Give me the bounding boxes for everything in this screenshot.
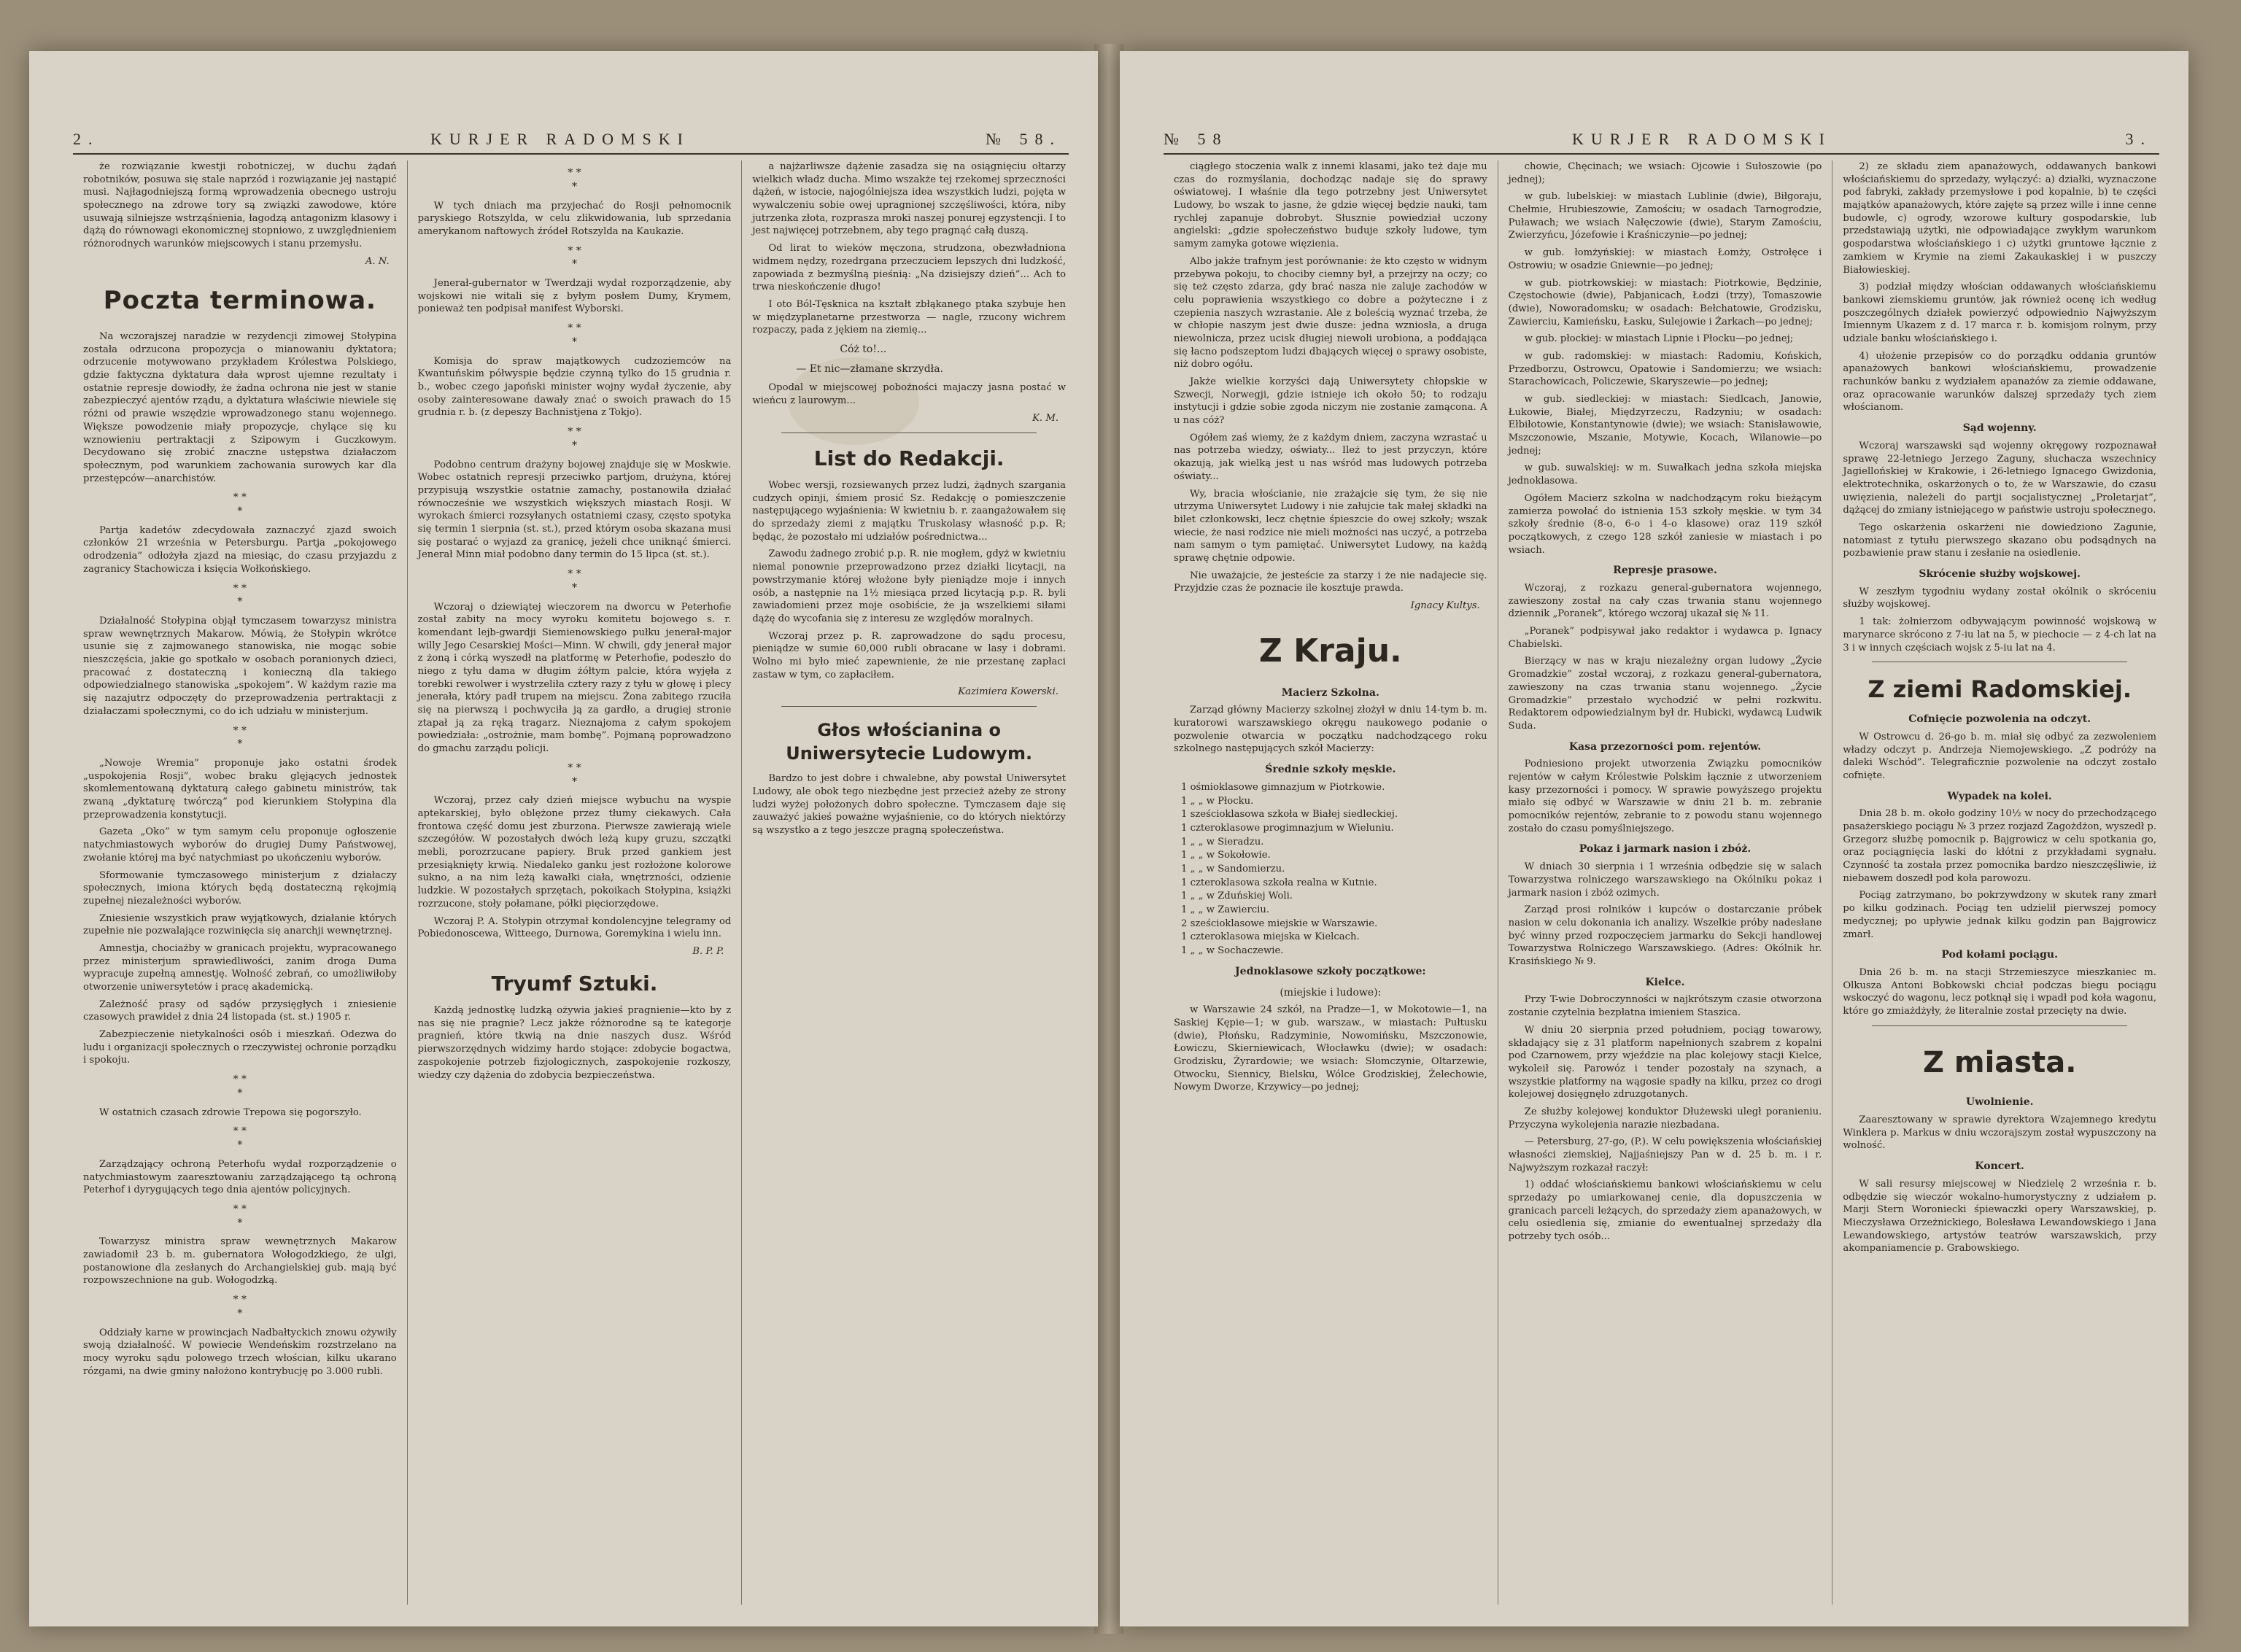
paragraph: Zniesienie wszystkich praw wyjątkowych, działanie których zupełnie nie pozwalające rozwinięcia się anarchji wewnętrznej.	[83, 912, 397, 937]
separator-stars: * * *	[233, 724, 247, 751]
separator-stars: * * *	[568, 244, 581, 271]
running-title: KURJER RADOMSKI	[1572, 130, 1832, 148]
subheading: Cofnięcie pozwolenia na odczyt.	[1908, 713, 2091, 726]
paragraph: „Nowoje Wremia” proponuje jako ostatni środek „uspokojenia Rosji”, wobec braku glęjących jednostek skomlementowaną dyktaturą całego gabinetu ministrów, tak zwaną „dyktaturę twórczą” pod kierunkiem Stołypina dla przeprowadzenia konstytucji.	[83, 758, 397, 821]
poem-line: — Et nic—złamane skrzydła.	[796, 362, 944, 375]
subheading: (miejskie i ludowe):	[1280, 986, 1382, 998]
school-list-item: 1 czteroklasowe progimnazjum w Wieluniu.	[1181, 822, 1394, 834]
headline-ziemi-radomskiej: Z ziemi Radomskiej.	[1868, 675, 2132, 704]
separator-stars: * * *	[568, 167, 581, 193]
paragraph: 3) podział między włościan oddawanych włościańskiemu bankowi ziemskiemu gruntów, jak również ocenę ich według poszczególnych działek powierzyć odpowiednio Najwyższym Imiennym Ukazem z d. 17 marca r. b. komisjom rolnym, przy udziale banku włościańskiego i.	[1843, 282, 2157, 344]
paragraph: W dniu 20 sierpnia przed południem, pociąg towarowy, składający się z 31 platform napełnionych szabrem z kopalni pod Czarnowem, przy wjeździe na plac kolejowy stacji Kielce, wykoleił się. Parowóz i tender pozostały na szynach, a wszystkie platformy na wągosie spadły na kilku, przez co drogi kolejowej dosięgnęło zdruzgotanych.	[1508, 1024, 1822, 1101]
intro-signature: A. N.	[365, 255, 390, 267]
headline-z-miasta: Z miasta.	[1922, 1045, 2077, 1079]
school-list	[1174, 781, 1487, 958]
paragraph: Dnia 26 b. m. na stacji Strzemieszyce mieszkaniec m. Olkusza Antoni Bobkowski chciał podczas biegu pociągu wskoczyć do wagonu, lecz potknął się i wpadł pod koła wagonu, które go zmiażdżyły, że literalnie został przecięty na dwie.	[1843, 966, 2157, 1017]
paragraph: Podobno centrum drażyny bojowej znajduje się w Moskwie. Wobec ostatnich represji przeciwko partjom, drużyna, której przypisują wszystkie ostatnie zamachy, postanowiła działać równocześnie we wszystkich większych miastach Rosji. W wyrokach śmierci rozsyłanych ostatniemi czasy, często spotyka się termin 1 sierpnia (st. st.), przed którym osoba skazana musi się postarać o wyjazd za granicę, jeżeli chce uniknąć śmierci. Jenerał Minn miał podobno dany termin do 15 lipca (st. st.).	[417, 459, 732, 561]
left-col-1	[73, 160, 407, 1605]
school-list-item: 1 „ „ w Płocku.	[1181, 795, 1254, 807]
paragraph: w Warszawie 24 szkół, na Pradze—1, w Mokotowie—1, na Saskiej Kępie—1; w gub. warszaw., w miastach: Pułtusku (dwie), Płońsku, Radzyminie, Nowomińsku, Mszczonowie, Łowiczu, Skierniewicach, Włocławku (dwie); w osadach: Grodzisku, Żyrardowie; we wsiach: Słomczynie, Oltarzewie, Otwocku, Siennicy, Bielsku, Wólce Grodziskiej, Żelechowie, Nowym Dworze, Krzywicy—po jednej;	[1174, 1004, 1487, 1093]
paragraph: Opodal w miejscowej pobożności majaczy jasna postać w wieńcu z laurowym...	[752, 382, 1067, 407]
paragraph: W sali resursy miejscowej w Niedzielę 2 września r. b. odbędzie się wieczór wokalno-humorystyczny z udziałem p. Marji Stern Woroniecki śpiewaczki opery Warszawskiej, p. Mieczysława Orzeżnickiego, Bolesława Lewandowskiego i Jana Lewandowskiego, artystów teatrów warszawskich, przy akompaniamencie p. Grabowskiego.	[1843, 1178, 2157, 1254]
paragraph: Jenerał-gubernator w Twerdzaji wydał rozporządzenie, aby wojskowi nie witali się z byłym posłem Dumy, Krymem, ponieważ ten podpisał manifest Wyborski.	[417, 278, 732, 315]
running-title: KURJER RADOMSKI	[430, 130, 690, 148]
school-list-item: 1 ośmioklasowe gimnazjum w Piotrkowie.	[1181, 781, 1385, 793]
paragraph: w gub. suwalskiej: w m. Suwałkach jedna szkoła miejska jednoklasowa.	[1508, 462, 1822, 487]
paragraph: Zależność prasy od sądów przysięgłych i zniesienie czasowych prawideł z dnia 24 listopada (st. st.) 1905 r.	[83, 998, 397, 1023]
paragraph: w gub. lubelskiej: w miastach Lublinie (dwie), Biłgoraju, Chełmie, Hrubieszowie, Zamościu; w osadach Tarnogrodzie, Puławach; we wsiach Nałęczowie (dwie), Starym Zamościu, Zwierzyńcu, Józefowie i Kraśniczynie—po jednej;	[1508, 191, 1822, 241]
paragraph: 1) oddać włościańskiemu bankowi włościańskiemu w celu sprzedaży po umiarkowanej cenie, dla dopuszczenia w granicach parceli leżących, do sprzedaży ziem apanażowych, w celu osiedlenia się, zmianie do ewentualnej sprzedaży dla potrzeby tych osób...	[1508, 1179, 1822, 1243]
page-gutter	[1094, 44, 1123, 1634]
headline-glos: Głos włościanina o Uniwersytecie Ludowym.	[786, 720, 1033, 764]
school-list-item: 1 „ „ w Zduńskiej Woli.	[1181, 891, 1293, 902]
headline-tryumf: Tryumf Sztuki.	[491, 971, 658, 996]
right-col-1	[1164, 160, 1498, 1605]
subheading: Represje prasowe.	[1613, 565, 1717, 577]
separator-stars: * * *	[233, 492, 247, 518]
paragraph: w gub. radomskiej: w miastach: Radomiu, Końskich, Przedborzu, Ostrowcu, Opatowie i Sandomierzu; we wsiach: Starachowicach, Policzewie, Skaryszewie—po jednej;	[1508, 350, 1822, 388]
paragraph: Bierzący w nas w kraju niezależny organ ludowy „Życie Gromadzkie” został wczoraj, z rozkazu general-gubernatora, zawieszony na czas trwania stanu wojennego. „Życie Gromadzkie” przestało wychodzić w pełni rozkwitu. Redaktorem odpowiedzialnym był dr. Hubicki, wydawcą Ludwik Suda.	[1508, 656, 1822, 732]
right-header	[1164, 124, 2159, 155]
subheading: Średnie szkoły męskie.	[1265, 764, 1396, 776]
left-header	[73, 124, 1069, 155]
paragraph: — Petersburg, 27-go, (P.). W celu powiększenia włościańskiej własności ziemskiej, Najjaśniejszy Pan w d. 25 b. m. i r. Najwyższym rozkazał raczył:	[1508, 1136, 1822, 1174]
school-list-item: 1 „ „ w Sokołowie.	[1181, 850, 1271, 861]
paragraph: Wczoraj, z rozkazu general-gubernatora wojennego, zawieszony został na cały czas trwania stanu wojennego dziennik „Poranek”, którego wczoraj ukazał się № 11.	[1508, 583, 1822, 620]
paragraph: Tego oskarżenia oskarżeni nie dowiedziono Zagunie, natomiast z tytułu pierwszego skazano obu podsądnych na pozbawienie praw stanu i zesłanie na osiedlenie.	[1843, 521, 2157, 559]
divider	[781, 706, 1037, 707]
paragraph: Od lirat to wieków męczona, strudzona, obezwładniona widmem nędzy, rozedrgana przeczuciem lepszych dni ludzkość, zapowiada z bezmyślną pieśnią: „Na dzisiejszy dzień”... Ach to trwa nieskończenie długo!	[752, 243, 1067, 293]
paragraph: W ostatnich czasach zdrowie Trepowa się pogorszyło.	[99, 1106, 362, 1118]
paragraph: Pociąg zatrzymano, bo pokrzywdzony w skutek rany zmarł po kilku godzinach. Pociąg ten udzielił pierwszej pomocy medycznej; po upływie jednak kilku godzin pan Bajgrowicz zmarł.	[1843, 890, 2157, 940]
paragraph: Dnia 28 b. m. około godziny 10½ w nocy do przechodzącego pasażerskiego pociągu № 3 przez rozjazd Zagożdżon, wyszedł p. Grzegorz służbę pomocnik p. Bajgrowicz w celu spotkania go, oraz pociągnięcia laski do kłótni z przykładami sygnału. Czynność ta została przez pomocnika bardzo nieszczęśliwie, iż niebawem doszedł pod koła parowozu.	[1843, 808, 2157, 884]
left-col-2	[407, 160, 742, 1605]
paragraph: ciągłego stoczenia walk z innemi klasami, jako też daje mu czas do rozmyślania, dochodząc nadaje się do sprawy oświatowej. I właśnie dla tego potrzebny jest Uniwersytet Ludowy, bo wszak to jasne, że gdzie więcej będzie nauki, tam rychlej zapanuje dobrobyt. Słusznie powiedział uczony angielski: „gdzie społeczeństwo buduje szkoły ludowe, tym samym zamyka gotowe więzienia.	[1174, 161, 1487, 250]
separator-stars: * * *	[233, 1125, 247, 1152]
separator-stars: * * *	[233, 1203, 247, 1229]
subheading: Skrócenie służby wojskowej.	[1919, 568, 2081, 580]
school-list-item: 1 czteroklasowa szkoła realna w Kutnie.	[1181, 877, 1377, 888]
paragraph: Partja kadetów zdecydowała zaznaczyć zjazd swoich członków 21 września w Petersburgu. Partja „pokojowego odrodzenia” odłożyła zjazd na miesiąc, do czasu przyjazdu z zagranicy Stachowicza i księcia Wołkońskiego.	[83, 524, 397, 575]
school-list-item: 2 sześcioklasowe miejskie w Warszawie.	[1181, 918, 1378, 929]
right-page	[1120, 51, 2188, 1626]
right-columns	[1164, 160, 2167, 1605]
paragraph: Wczoraj o dziewiątej wieczorem na dworcu w Peterhofie został zabity na mocy wyroku komitetu bojowego s. r. komendant lejb-gwardji Siemienowskiego pułku jenerał-major willy Jego Cesarskiej Mości—Minn. W chwili, gdy jenerał major z żoną i córką wyszedł na platformę w Peterhofie, podeszło do niego z tyłu dama w długim żółtym palcie, która wyjęła z torebki rewolwer i wystrzeliła cztery razy z tyłu w głowę i plecy jenerała, który padł trupem na miejscu. Żona zabitego rzuciła się na pierwszą i pochwyciła ją za gardło, a drugiej stronie ztapał ją za ręką tragarz. Nieznajoma z całym spokojem powiedziała: „ostrożnie, mam bombę”. Pojmaną poprowadzono do gmachu zarządu policji.	[417, 601, 732, 755]
paragraph: „Poranek” podpisywał jako redaktor i wydawca p. Ignacy Chabielski.	[1508, 626, 1822, 650]
paragraph: W Ostrowcu d. 26-go b. m. miał się odbyć za zezwoleniem władzy odczyt p. Andrzeja Niemojewskiego. „Z podróży na daleki Wschód”. Telegraficznie pozwolenie na odczyt zostało cofnięte.	[1843, 731, 2157, 781]
separator-stars: * * *	[568, 322, 581, 348]
issue-number: № 58	[1164, 130, 1228, 148]
signature: Kazimiera Kowerski.	[958, 686, 1059, 698]
separator-stars: * * *	[233, 1074, 247, 1099]
paragraph: Zawodu żadnego zrobić p.p. R. nie mogłem, gdyż w kwietniu niemal ponownie przeprowadzono przez działki licytacji, na powstrzymanie której włożone były pieniądze moje i innych osób, a następnie na 1½ miesiąca przed licytacją p.p. R. byli zawiadomieni przez moje osobiście, że ja wszelkiemi siłami dążę do wycofania się z interesu ze względów moralnych.	[752, 548, 1067, 624]
separator-stars: * * *	[233, 582, 247, 608]
right-col-2	[1498, 160, 1832, 1605]
school-list-item: 1 sześcioklasowa szkoła w Białej siedleckiej.	[1181, 809, 1398, 821]
paragraph: Oddziały karne w prowincjach Nadbałtyckich znowu ożywiły swoją działalność. W powiecie Wendeńskim rozstrzelano na mocy wyroku sądu polowego trzech włościan, kilku ukarano rózgami, na dwie gminy nałożono kontrybucję po 3.000 rubli.	[83, 1327, 397, 1377]
issue-number: № 58.	[986, 130, 1061, 148]
page-number: 2.	[73, 130, 100, 148]
paragraph: Ze służby kolejowej konduktor Dłużewski uległ poranieniu. Przyczyna wykolejenia narazie niezbadana.	[1508, 1106, 1822, 1131]
subheading: Pod kołami pociągu.	[1941, 949, 2058, 961]
paragraph: a najżarliwsze dążenie zasadza się na osiągnięciu ołtarzy wielkich władz ducha. Mimo wszakże tej rzekomej sprzeczności dążeń, w istocie, najogólniejsza idea wszystkich ludzi, pojęta w wywalczeniu sobie owej upragnionej szczęśliwości, która, niby jutrzenka złota, rozprasza mroki naszej ponurej egzystencji. I to jest najwięcej potrzebnem, aby tego pragnąć całą duszą.	[752, 161, 1067, 237]
paragraph: Albo jakże trafnym jest porównanie: że kto często w widnym przebywa pokoju, to chociby ciemny był, a przejrzy na oczy; co się też często zdarza, gdy brać nasza nie zaluje zachodów w celu poprawienia wszystkiego co dobre a pożyteczne i z czepienia naszych wzrastanie. Ale z boleścią wyznać trzeba, że w chłopie naszym jest dwie dusze: jedna wzniosła, a druga niewolnicza, przez ucisk długiej niewoli urobiona, a poddająca się łacno podszeptom ludzi dbających więcej o sprawy osobiste, niż dobro ogółu.	[1174, 255, 1487, 371]
paragraph: Jakże wielkie korzyści dają Uniwersytety chłopskie w Szwecji, Norwegji, gdzie istnieje ich około 50; to rodzaju instytucji i gdzie sobie zgoda niczym nie zostanie zamącona. A u nas cóż?	[1174, 376, 1487, 427]
subheading: Kasa przezorności pom. rejentów.	[1568, 740, 1762, 753]
paragraph: Zaaresztowany w sprawie dyrektora Wzajemnego kredytu Winklera p. Markus w dniu wczorajszym został wypuszczony na wolność.	[1843, 1114, 2157, 1152]
signature: B. P. P.	[692, 945, 724, 957]
subheading: Sąd wojenny.	[1962, 422, 2037, 435]
subheading: Jednoklasowe szkoły początkowe:	[1235, 965, 1426, 977]
paragraph: Towarzysz ministra spraw wewnętrznych Makarow zawiadomił 23 b. m. gubernatora Wołogodzkiego, że ulgi, postanowione dla zesłanych do Archangielskiej gub. mają być rozpowszechnione na gub. Wołogodzką.	[83, 1236, 397, 1287]
right-col-3	[1832, 160, 2167, 1605]
paragraph: 2) ze składu ziem apanażowych, oddawanych bankowi włościańskiemu do sprzedaży, wyłączyć: a) działki, wyznaczone pod fabryki, zakłady przemysłowe i pod kopalnie, b) te części majątków apanażowych, które zajęte są przez wille i inne cenne budowle, c) ogrody, wzorowe kultury gospodarskie, lub przedstawiają użytki, nie odpowiadające zwykłym warunkom gospodarstwa włościańskiego i c) użytki gruntowe łącznie z zamkiem w Krymie na ziemi Zakaukaskiej i w puszczy Białowieskiej.	[1843, 161, 2157, 276]
paragraph: Przy T-wie Dobroczynności w najkrótszym czasie otworzona zostanie czytelnia bezpłatna imieniem Staszica.	[1508, 994, 1822, 1019]
poem-line: Cóż to!...	[840, 343, 887, 355]
paragraph: Gazeta „Oko” w tym samym celu proponuje ogłoszenie natychmiastowych wyborów do drugiej Dumy Państwowej, zwołanie której ma być natychmiast po ukończeniu wyborów.	[83, 826, 397, 864]
school-list-item: 1 „ „ w Sieradzu.	[1181, 836, 1264, 848]
paragraph: Zarządzający ochroną Peterhofu wydał rozporządzenie o natychmiastowym zaaresztowaniu zarządzającego tą ochroną Peterhof i dyrygujących tego dnia ajentów policyjnych.	[83, 1158, 397, 1196]
paragraph: Wobec wersji, rozsiewanych przez ludzi, żądnych szargania cudzych opinji, śmiem prosić Sz. Redakcję o pomieszczenie następującego wyjaśnienia: W kwietniu b. r. zaangażowałem się do sprzedaży ziemi z majątku Truskolasy własność p.p. R; będąc, że pozostało mi udziałów pośrednictwa...	[752, 480, 1067, 543]
headline-poczta: Poczta terminowa.	[103, 285, 376, 315]
paragraph: w gub. łomżyńskiej: w miastach Łomży, Ostrołęce i Ostrowiu; w osadzie Gniewnie—po jednej;	[1508, 247, 1822, 271]
paragraph: Wy, bracia włościanie, nie zrażajcie się tym, że się nie utrzyma Uniwersytet Ludowy i nie załujcie tak małej składki na bilet członkowski, lecz chętnie śpieszcie do owej szkoły; wszak wiecie, że nasi rodzice nie mieli możności nas uczyć, a potrzeba nam samym o tym pamiętać. Uniwersytet Ludowy, na każdą sprawę chętnie odpowie.	[1174, 488, 1487, 564]
paragraph: Ogółem Macierz szkolna w nadchodzącym roku bieżącym zamierza powołać do istnienia 153 szkoły męskie. w tym 34 szkoły średnie (8-o, 6-o i 4-o klasowe) oraz 119 szkół początkowych, z czego 128 szkół zaniesie w miastach i po wsiach.	[1508, 492, 1822, 556]
paragraph: Komisja do spraw majątkowych cudzoziemców na Kwantuńskim półwyspie będzie czynną tylko do 15 grudnia r. b., wobec czego japoński minister wojny wydał życzenie, aby osoby zainteresowane dawały znać o swoich prawach do 15 grudnia r. b. (z depeszy Bachnistjena z Tokjo).	[417, 355, 732, 419]
intro-paragraph: że rozwiązanie kwestji robotniczej, w duchu żądań robotników, posuwa się stale naprzód i rozwiązanie jej nastąpić musi. Najłagodniejszą formą wprowadzenia obecnego ustroju społecznego na zdrowe tory są związki zawodowe, które usuwają silniejsze wstrząśnienia, łagodzą antagonizm klasowy i dążą do równowagi ekonomicznej stopniowo, z uwzględnieniem różnorodnych warunków miejscowych i stanu przemysłu.	[83, 161, 397, 250]
paragraph: Sformowanie tymczasowego ministerjum z działaczy społecznych, imiona których będą dostateczną rękojmią zupełnej niezależności wyborów.	[83, 869, 397, 907]
headline-z-kraju: Z Kraju.	[1258, 632, 1402, 670]
paragraph: Wczoraj przez p. R. zaprowadzone do sądu procesu, pieniądze w sumie 60,000 rubli obracane w lasy i dobrami. Wolno mi było mieć zapewnienie, że nie przestanę zapłaci zastaw w tym, co zapłaciłem.	[752, 630, 1067, 680]
subheading: Pokaz i jarmark nasion i zbóż.	[1579, 843, 1752, 856]
paragraph: Ogółem zaś wiemy, że z każdym dniem, zaczyna wzrastać u nas potrzeba wiedzy, oświaty... Ileż to jest przyczyn, które okazują, jak wielką jest u nas wśród mas ludowych potrzeba oświaty...	[1174, 432, 1487, 482]
paragraph: w gub. piotrkowskiej: w miastach: Piotrkowie, Będzinie, Częstochowie (dwie), Pabjanicach, Łodzi (trzy), Tomaszowie (dwie), Noworadomsku; w osadach: Bełchatowie, Grodzisku, Zawierciu, Kamieńsku, Łasku, Sulejowie i Żarkach—po jednej;	[1508, 277, 1822, 327]
subheading: Koncert.	[1975, 1160, 2024, 1173]
left-columns	[73, 160, 1076, 1605]
paragraph: Podniesiono projekt utworzenia Związku pomocników rejentów w całym Królestwie Polskim łącznie z utworzeniem kasy przezorności i pomocy. W sprawie powyższego projektu miało się odbyć w Warszawie w dniu 21 b. m. zebranie pomocników rejentów, zebranie to z powodu stanu wojennego zostało do czasu pomyślniejszego.	[1508, 759, 1822, 834]
subheading: Macierz Szkolna.	[1281, 686, 1379, 699]
paragraph: chowie, Chęcinach; we wsiach: Ojcowie i Sułoszowie (po jednej);	[1508, 161, 1822, 185]
page-number: 3.	[2125, 130, 2152, 148]
paragraph: 1 tak: żołnierzom odbywającym powinność wojskową w marynarce skrócono z 7-iu lat na 5, w piechocie — z 4-ch lat na 3 i w innych częściach wojsk z 5-iu lat na 4.	[1843, 616, 2157, 654]
paragraph: Nie uważajcie, że jesteście za starzy i że nie nadajecie się. Przyjdzie czas że poznacie ile kosztuje prawda.	[1174, 570, 1487, 594]
paragraph: Na wczorajszej naradzie w rezydencji zimowej Stołypina została odrzucona propozycja o mianowaniu dyktatora; odrzucenie motywowano przykładem Królestwa Polskiego, gdzie faktyczna dyktatura dała wprost ujemne rezultaty i ostatnie represje dowiodły, że żadna ochrona nie jest w stanie zabezpieczyć ajentów rządu, a dyktatura właściwie niewiele się różni od prawie wszędzie wprowadzonego stanu wojennego. Większe powodzenie miały propozycje, chylące się ku wznowieniu pertraktacji z Szipowym i Guczkowym. Decydowano się zrobić znaczne ustępstwa działaczom społecznym, pod warunkiem zachowania surowych kar dla przestępców—anarchistów.	[83, 331, 397, 484]
subheading: Uwolnienie.	[1965, 1096, 2034, 1109]
paragraph: Bardzo to jest dobre i chwalebne, aby powstał Uniwersytet Ludowy, ale obok tego niezbędne jest przecież ażeby ze strony ludzi wyżej położonych dobro społeczne. Tymczasem daje się zauważyć jakieś poważne wyjaśnienie, co do których niektórzy są wszystko a z tego jeszcze pragną społeczeństwa.	[752, 773, 1067, 837]
signature: Ignacy Kultys.	[1410, 600, 1480, 611]
school-list-item: 1 „ „ w Sandomierzu.	[1181, 864, 1285, 875]
school-list-item: 1 „ „ w Sochaczewie.	[1181, 945, 1284, 957]
divider	[1872, 1025, 2127, 1026]
paragraph: Zabezpieczenie nietykalności osób i mieszkań. Odezwa do ludu i organizacji społecznych o rzeczywistej ochronie porządku i spokoju.	[83, 1029, 397, 1066]
paragraph: w gub. płockiej: w miastach Lipnie i Płocku—po jednej;	[1524, 333, 1794, 345]
headline-list: List do Redakcji.	[813, 446, 1005, 470]
separator-stars: * * *	[568, 761, 581, 788]
subheading: Kielce.	[1645, 976, 1685, 988]
paragraph: Zarząd główny Macierzy szkolnej złożył w dniu 14-tym b. m. kuratorowi warszawskiego okręgu naukowego podanie o pozwolenie otwarcia w początku nadchodzącego roku szkolnego następujących szkół Macierzy:	[1174, 705, 1487, 755]
paragraph: I oto Ból-Tęsknica na kształt zbłąkanego ptaka szybuje hen w międzyplanetarne przestworza — nagle, rzucony wichrem rozpaczy, pada z jękiem na ziemię...	[752, 298, 1067, 336]
paragraph: Każdą jednostkę ludzką ożywia jakieś pragnienie—kto by z nas się nie pragnie? Lecz jakże różnorodne są te kategorje pragnień, które tkwią na dnie naszych dusz. Wśród pierwszorzędnych widzimy hardo stojące: zdobycie bogactwa, zaspokojenie potrzeb fizjologicznych, zaspokojenie rozkoszy, wiedzy czy dążenia do zdobycia bezpieczeństwa.	[417, 1005, 732, 1081]
paragraph: Amnestja, chociażby w granicach projektu, wypracowanego przez ministerjum sprawiedliwości, zanim droga Duma wypracuje zupełną amnestję. Wolność zebrań, co umożliwiłoby otworzenie uniwersytetów i pracę akademicką.	[83, 942, 397, 993]
signature: K. M.	[1032, 412, 1059, 424]
paragraph: w gub. siedleckiej: w miastach: Siedlcach, Janowie, Łukowie, Białej, Międzyrzeczu, Radzyniu; w osadach: Ełbiłotowie, Konstantynowie (dwie); we wsiach: Stanisławowie, Mszczonowie, Mszanie, Motywie, Kocach, Wilanowie—po jednej;	[1508, 394, 1822, 457]
paragraph: Zarząd prosi rolników i kupców o dostarczanie próbek nasion w celu dokonania ich analizy. Wszelkie próby nadesłane być winny przed rozpoczęciem jarmarku do Sekcji handlowej Towarzystwa Rolniczego Warszawskiego. (Adres: Okólnik hr. Krasińskiego № 9.	[1508, 904, 1822, 967]
separator-stars: * * *	[568, 568, 581, 594]
paragraph: 4) ułożenie przepisów co do porządku oddania gruntów apanażowych bankowi włościańskiemu, prowadzenie rachunków banku z wydziałem apanażów za ziemie oddawane, oraz opracowanie warunków dalszej sprzedaży tych ziem włościanom.	[1843, 350, 2157, 414]
paragraph: W tych dniach ma przyjechać do Rosji pełnomocnik paryskiego Rotszylda, w celu zlikwidowania, lub sprzedania amerykanom naftowych źródeł Rotszylda na Kaukazie.	[417, 200, 732, 237]
separator-stars: * * *	[568, 426, 581, 451]
paragraph: W zeszłym tygodniu wydany został okólnik o skróceniu służby wojskowej.	[1843, 586, 2157, 610]
school-list-item: 1 czteroklasowa miejska w Kielcach.	[1181, 931, 1360, 943]
paragraph: Wczoraj, przez cały dzień miejsce wybuchu na wyspie aptekarskiej, było oblężone przez tłumy ciekawych. Cała frontowa część domu jest zburzona. Pierwsze zawierają wiele szczegółów. W pozostałych dwóch leżą kupy gruzu, szczątki mebli, porozrzucane papiery. Bruk przed gankiem jest przesiąknięty krwią. Niedaleko ganku jest rozłożone kolorowe sukno, a na nim leżą kawałki ciała, wnętrzności, odzienie ludzkie. W pozostałych sprzętach, pokoikach Stołypina, książki rozrzucone, stoły połamane, półki pięciorzędowe.	[417, 795, 732, 910]
left-page	[29, 51, 1098, 1626]
paragraph: Wczoraj P. A. Stołypin otrzymał kondolencyjne telegramy od Pobiedonoscewa, Witteego, Durnowa, Goremykina i wielu inn.	[417, 915, 732, 940]
paragraph: W dniach 30 sierpnia i 1 września odbędzie się w salach Towarzystwa rolniczego warszawskiego na Okólniku pokaz i jarmark nasion i zbóż ozimych.	[1508, 861, 1822, 899]
left-col-3	[741, 160, 1076, 1605]
paragraph: Działalność Stołypina objął tymczasem towarzysz ministra spraw wewnętrznych Makarow. Mówią, że Stołypin wkrótce usunie się z zajmowanego stanowiska, nie mogąc sobie nieszczęścia, jakie go spotkało w osobach poranionych dzieci, pracować z dostateczną i konieczną dla takiego odpowiedzialnego stanowiska „spokojem”. W każdym razie ma się nazajutrz odpoczęty do przeprowadzenia pertraktacji z działaczami społecznymi, co do ich udziału w ministerjum.	[83, 616, 397, 717]
school-list-item: 1 „ „ w Zawierciu.	[1181, 904, 1270, 916]
paragraph: Wczoraj warszawski sąd wojenny okręgowy rozpoznawał sprawę 22-letniego Jerzego Zaguny, słuchacza wszechnicy Jagiellońskiej w Krakowie, i 26-letniego Ignacego Gwizdonia, elektrotechnika, oskarżonych o to, że w Warszawie, do czasu uwięzienia, należeli do partji socjalistycznej „Proletarjat”, dążącej do zmiany istniejącego w państwie ustroju społecznego.	[1843, 440, 2157, 516]
separator-stars: * * *	[233, 1294, 247, 1319]
subheading: Wypadek na kolei.	[1947, 790, 2052, 802]
